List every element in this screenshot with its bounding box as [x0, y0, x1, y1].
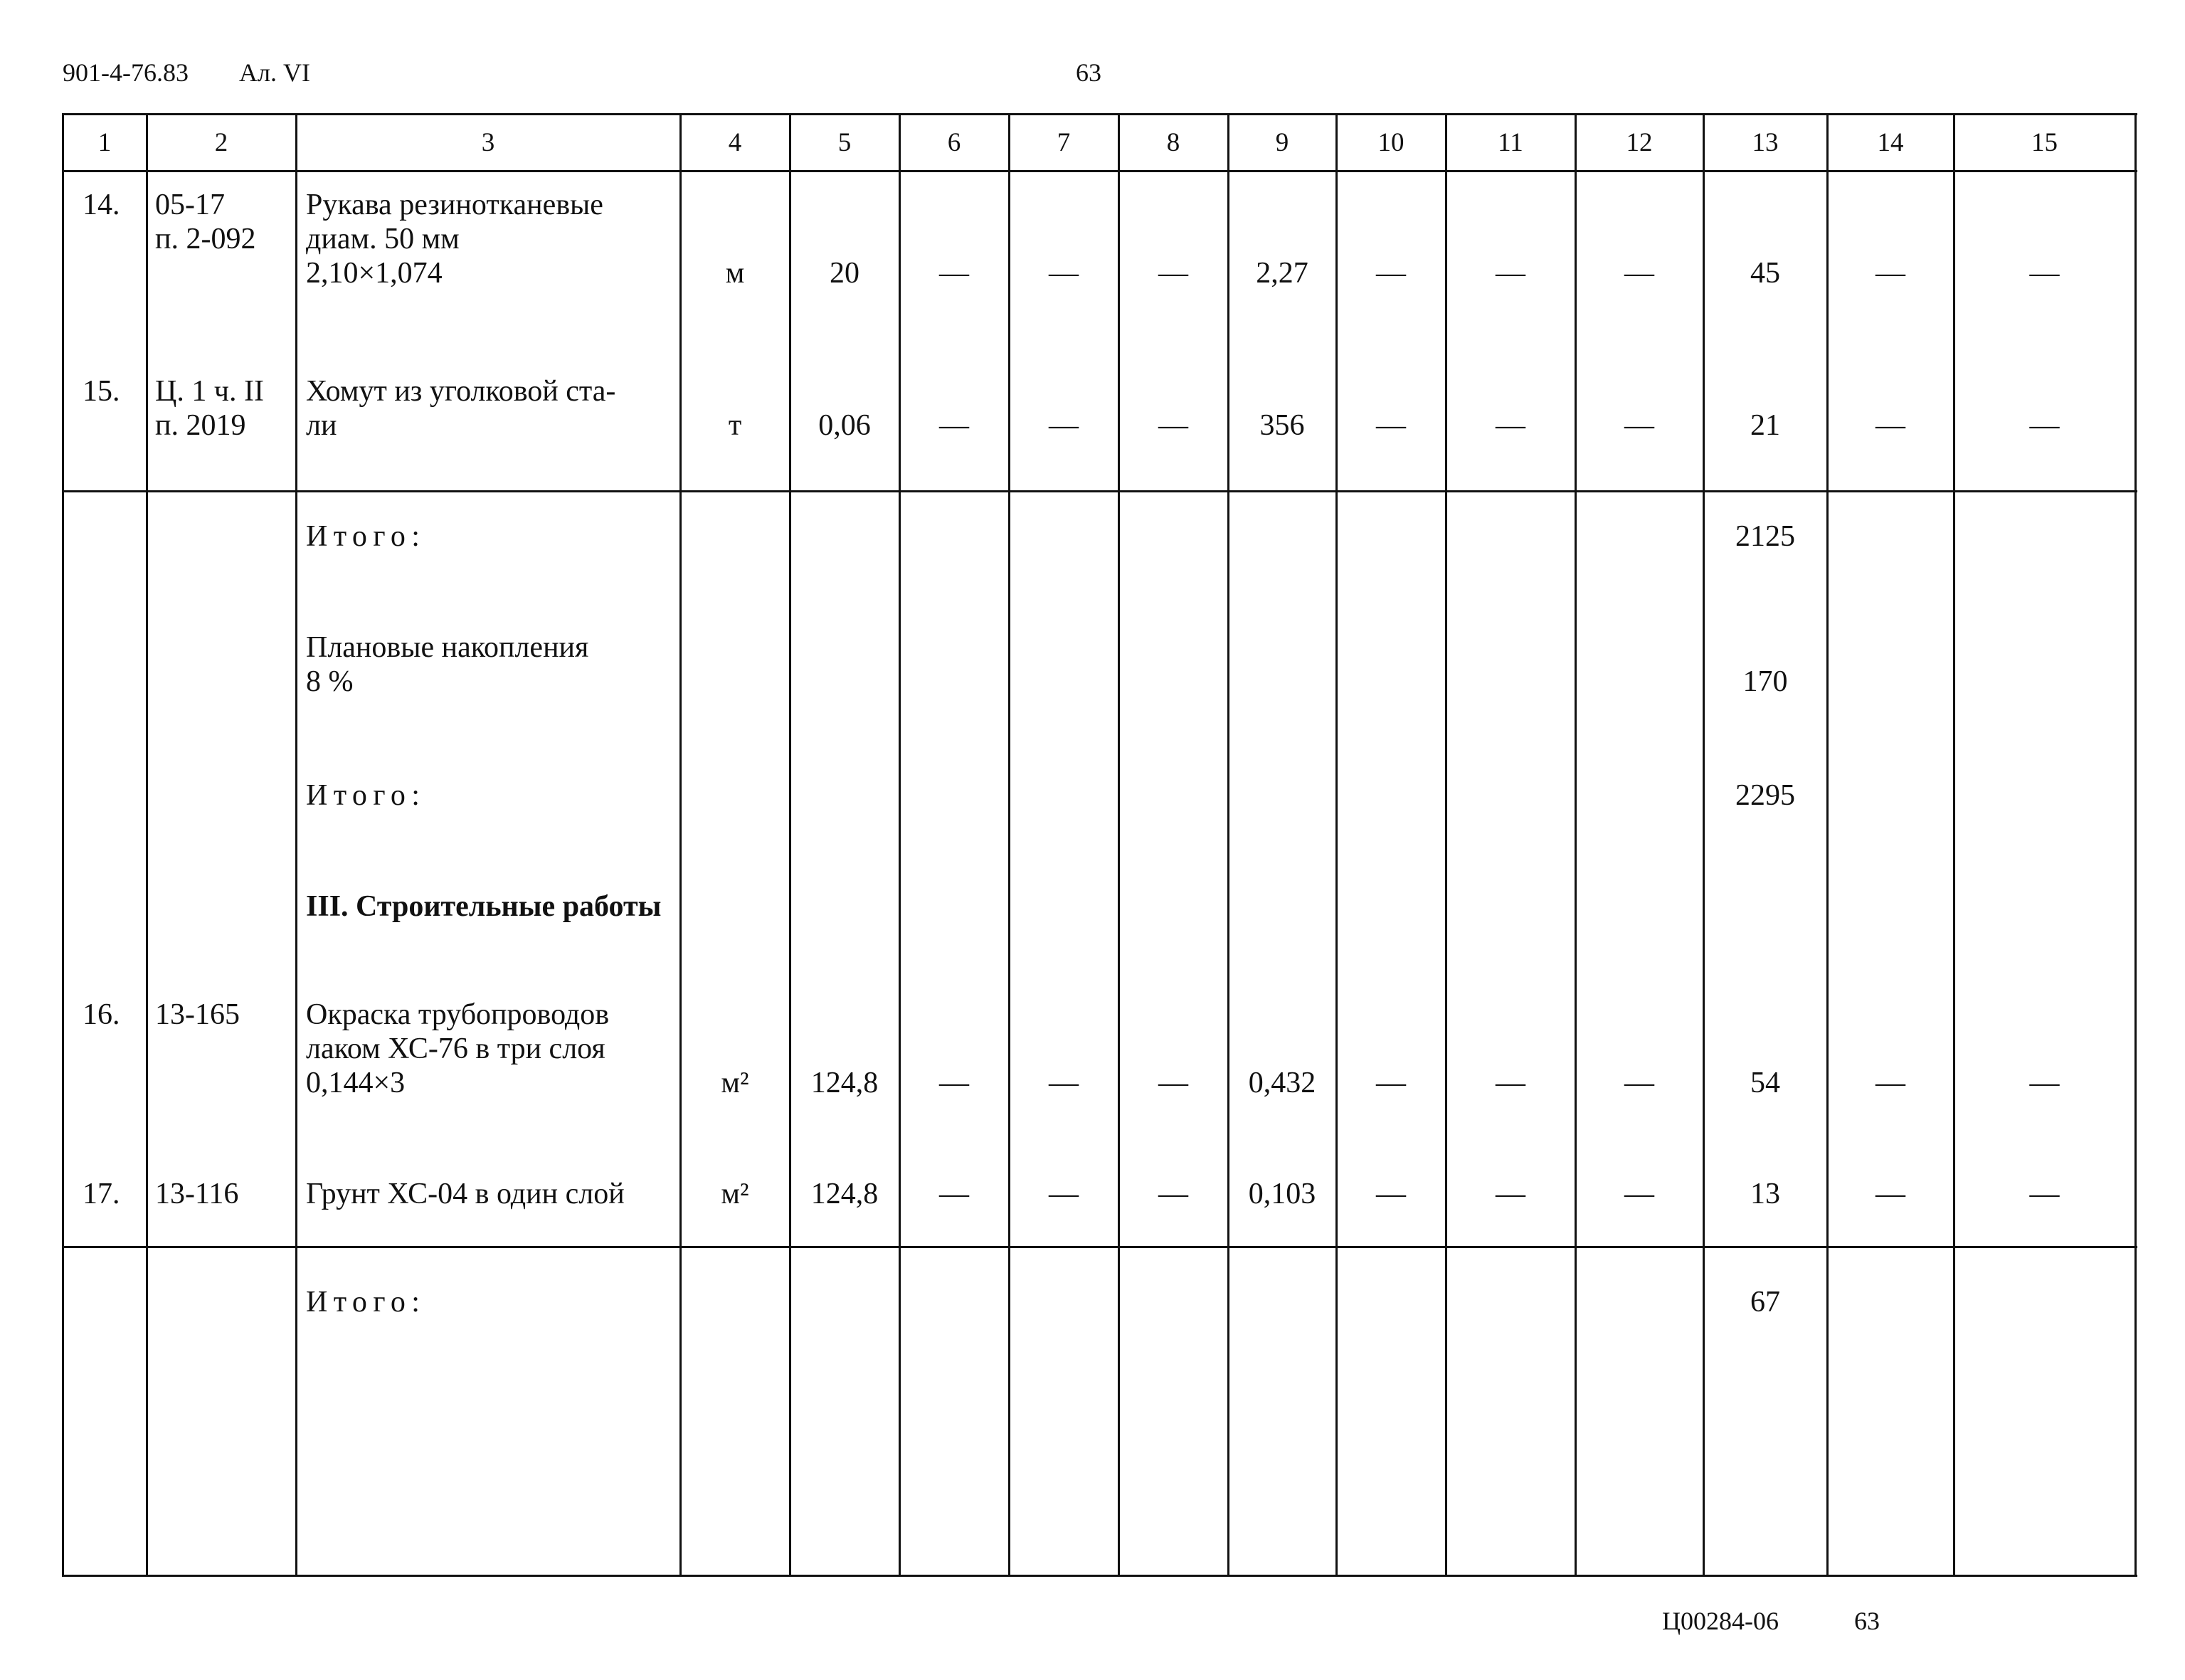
column-rule [789, 113, 791, 1577]
work-description: 0,144×3 [306, 1067, 406, 1099]
row-number: 16. [83, 998, 120, 1031]
unit-cost: 2,27 [1256, 257, 1308, 290]
work-description: Окраска трубопроводов [306, 998, 610, 1031]
unit-of-measure: м² [721, 1067, 749, 1099]
rate-code: п. 2-092 [155, 223, 256, 255]
col-6-value: — [939, 257, 969, 290]
album-number: Ал. VI [239, 58, 310, 87]
column-number-11: 11 [1498, 128, 1523, 157]
column-number-7: 7 [1057, 128, 1071, 157]
unit-of-measure: т [728, 409, 742, 442]
col-12-value: — [1624, 1067, 1654, 1099]
column-rule [62, 113, 64, 1577]
total-cost: 2125 [1735, 520, 1795, 553]
col-11-value: — [1496, 1067, 1525, 1099]
column-number-5: 5 [837, 128, 852, 157]
col-15-value: — [2029, 409, 2060, 442]
quantity: 124,8 [810, 1067, 879, 1099]
rate-code: 13-116 [155, 1178, 239, 1210]
quantity: 0,06 [818, 409, 871, 442]
column-number-14: 14 [1877, 128, 1904, 157]
col-8-value: — [1158, 257, 1188, 290]
column-rule [1335, 113, 1338, 1577]
column-number-12: 12 [1626, 128, 1653, 157]
column-number-13: 13 [1752, 128, 1779, 157]
column-rule [679, 113, 682, 1577]
subtotal-label: Итого: [306, 779, 426, 812]
col-14-value: — [1875, 257, 1905, 290]
rate-code: 13-165 [155, 998, 240, 1031]
unit-cost: 0,432 [1248, 1067, 1316, 1099]
column-rule [1826, 113, 1829, 1577]
unit-of-measure: м [725, 257, 745, 290]
row-number: 15. [83, 375, 120, 408]
col-6-value: — [939, 1067, 969, 1099]
column-rule [2134, 113, 2137, 1577]
col-7-value: — [1049, 1067, 1079, 1099]
row-number: 17. [83, 1178, 120, 1210]
col-11-value: — [1496, 1178, 1525, 1210]
col-12-value: — [1624, 1178, 1654, 1210]
rate-code: Ц. 1 ч. II [155, 375, 264, 408]
work-description: Рукава резинотканевые [306, 189, 603, 221]
col-15-value: — [2029, 1067, 2060, 1099]
col-8-value: — [1158, 1067, 1188, 1099]
work-description: 8 % [306, 665, 354, 698]
column-rule [1008, 113, 1010, 1577]
unit-of-measure: м² [721, 1178, 749, 1210]
total-cost: 45 [1750, 257, 1780, 290]
total-cost: 13 [1750, 1178, 1780, 1210]
column-number-3: 3 [481, 128, 495, 157]
col-6-value: — [939, 409, 969, 442]
column-number-2: 2 [214, 128, 228, 157]
rate-code: 05-17 [155, 189, 225, 221]
unit-cost: 0,103 [1248, 1178, 1316, 1210]
total-cost: 67 [1750, 1286, 1780, 1319]
column-number-6: 6 [947, 128, 961, 157]
col-7-value: — [1049, 257, 1079, 290]
total-cost: 2295 [1735, 779, 1795, 812]
column-rule [1953, 113, 1955, 1577]
row-number: 14. [83, 189, 120, 221]
column-rule [1118, 113, 1120, 1577]
column-rule [899, 113, 901, 1577]
col-12-value: — [1624, 409, 1654, 442]
work-description: диам. 50 мм [306, 223, 460, 255]
col-15-value: — [2029, 257, 2060, 290]
col-10-value: — [1376, 409, 1406, 442]
col-11-value: — [1496, 257, 1525, 290]
rate-code: п. 2019 [155, 409, 246, 442]
col-8-value: — [1158, 1178, 1188, 1210]
column-rule [1445, 113, 1447, 1577]
col-11-value: — [1496, 409, 1525, 442]
column-rule [1703, 113, 1705, 1577]
column-rule [1575, 113, 1577, 1577]
quantity: 124,8 [810, 1178, 879, 1210]
column-rule [146, 113, 148, 1577]
col-10-value: — [1376, 257, 1406, 290]
col-10-value: — [1376, 1067, 1406, 1099]
work-description: 2,10×1,074 [306, 257, 443, 290]
subtotal-label: Итого: [306, 1286, 426, 1319]
unit-cost: 356 [1259, 409, 1305, 442]
column-rule [1227, 113, 1229, 1577]
column-rule [295, 113, 297, 1577]
total-cost: 170 [1742, 665, 1788, 698]
col-15-value: — [2029, 1178, 2060, 1210]
column-number-10: 10 [1377, 128, 1404, 157]
column-number-15: 15 [2031, 128, 2058, 157]
col-7-value: — [1049, 409, 1079, 442]
footer-page-number: 63 [1854, 1607, 1880, 1635]
col-8-value: — [1158, 409, 1188, 442]
col-14-value: — [1875, 1178, 1905, 1210]
col-14-value: — [1875, 409, 1905, 442]
col-14-value: — [1875, 1067, 1905, 1099]
total-cost: 54 [1750, 1067, 1780, 1099]
work-description: Плановые накопления [306, 631, 589, 664]
col-12-value: — [1624, 257, 1654, 290]
col-10-value: — [1376, 1178, 1406, 1210]
work-description: III. Строительные работы [306, 890, 662, 923]
total-cost: 21 [1750, 409, 1780, 442]
subtotal-label: Итого: [306, 520, 426, 553]
quantity: 20 [830, 257, 859, 290]
work-description: ли [306, 409, 337, 442]
work-description: лаком ХС-76 в три слоя [306, 1032, 605, 1065]
col-7-value: — [1049, 1178, 1079, 1210]
work-description: Хомут из уголковой ста- [306, 375, 616, 408]
document-code: 901-4-76.83 [63, 58, 189, 87]
column-number-4: 4 [728, 128, 742, 157]
footer-document-id: Ц00284-06 [1662, 1607, 1779, 1635]
column-number-1: 1 [97, 128, 112, 157]
column-number-9: 9 [1275, 128, 1289, 157]
page-number: 63 [1076, 58, 1101, 87]
col-6-value: — [939, 1178, 969, 1210]
column-number-8: 8 [1166, 128, 1180, 157]
work-description: Грунт ХС-04 в один слой [306, 1178, 625, 1210]
